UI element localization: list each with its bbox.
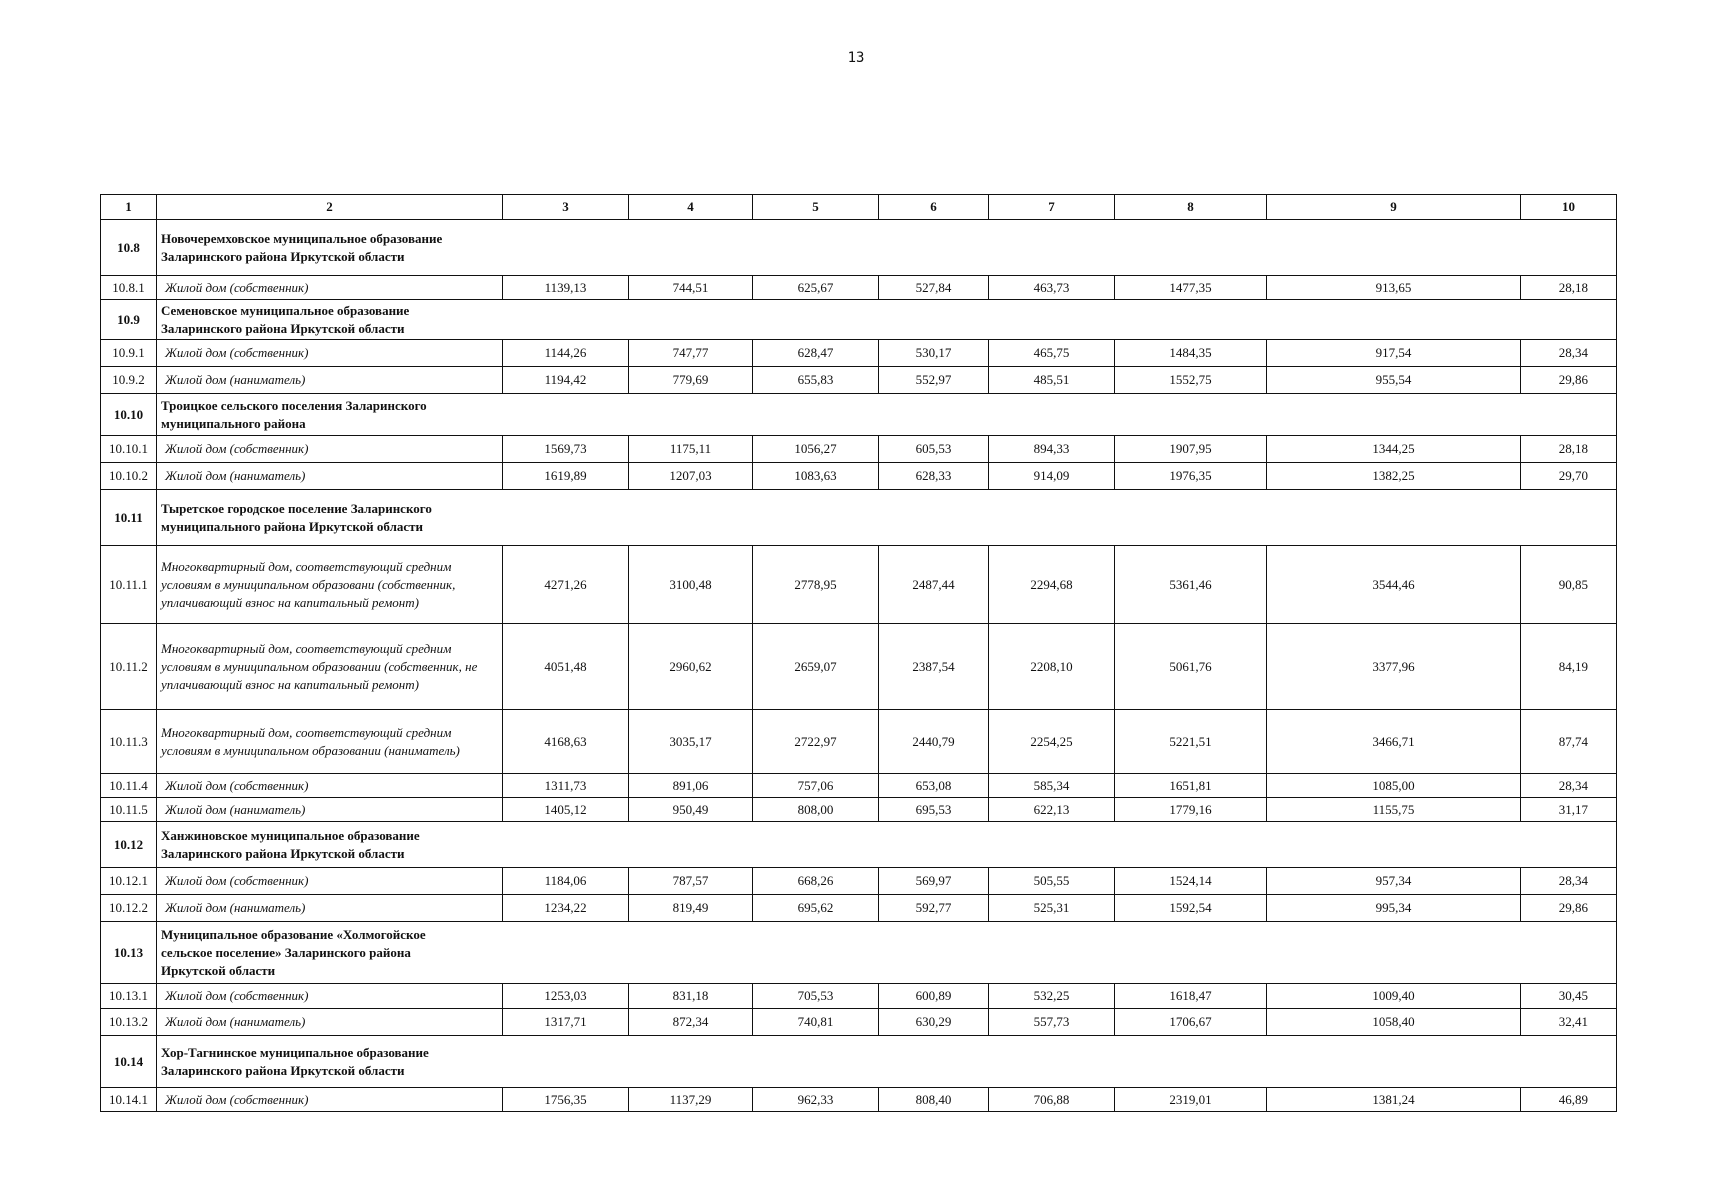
value-cell: 2960,62 <box>629 624 753 710</box>
row-name: Жилой дом (наниматель) <box>157 798 503 822</box>
value-cell: 532,25 <box>989 984 1115 1009</box>
value-cell: 3544,46 <box>1267 546 1521 624</box>
table-row <box>101 868 1617 895</box>
section-row <box>101 1036 1617 1088</box>
value-cell: 1651,81 <box>1115 774 1267 798</box>
value-cell: 2440,79 <box>879 710 989 774</box>
row-code: 10.11.1 <box>101 546 157 624</box>
value-cell: 2254,25 <box>989 710 1115 774</box>
table-row <box>101 546 1617 624</box>
value-cell: 808,00 <box>753 798 879 822</box>
value-cell: 779,69 <box>629 367 753 394</box>
value-cell: 787,57 <box>629 868 753 895</box>
row-code: 10.8.1 <box>101 276 157 300</box>
value-cell: 2659,07 <box>753 624 879 710</box>
section-code: 10.8 <box>101 220 157 276</box>
value-cell: 1139,13 <box>503 276 629 300</box>
value-cell: 552,97 <box>879 367 989 394</box>
section-title: Тыретское городское поселение Заларинского муниципального района Иркутской области <box>157 490 1617 546</box>
column-header: 1 <box>101 195 157 220</box>
value-cell: 808,40 <box>879 1088 989 1112</box>
row-code: 10.14.1 <box>101 1088 157 1112</box>
value-cell: 740,81 <box>753 1009 879 1036</box>
section-row <box>101 300 1617 340</box>
value-cell: 1344,25 <box>1267 436 1521 463</box>
value-cell: 1381,24 <box>1267 1088 1521 1112</box>
value-cell: 465,75 <box>989 340 1115 367</box>
section-title: Новочеремховское муниципальное образование Заларинского района Иркутской области <box>157 220 1617 276</box>
value-cell: 28,34 <box>1521 774 1617 798</box>
page-number: 13 <box>847 50 865 66</box>
value-cell: 4168,63 <box>503 710 629 774</box>
value-cell: 3035,17 <box>629 710 753 774</box>
table-row <box>101 984 1617 1009</box>
row-name: Жилой дом (наниматель) <box>157 463 503 490</box>
value-cell: 2778,95 <box>753 546 879 624</box>
row-code: 10.11.2 <box>101 624 157 710</box>
row-name: Жилой дом (собственник) <box>157 340 503 367</box>
value-cell: 995,34 <box>1267 895 1521 922</box>
row-name: Жилой дом (собственник) <box>157 436 503 463</box>
value-cell: 90,85 <box>1521 546 1617 624</box>
value-cell: 655,83 <box>753 367 879 394</box>
value-cell: 872,34 <box>629 1009 753 1036</box>
value-cell: 3377,96 <box>1267 624 1521 710</box>
table-row <box>101 463 1617 490</box>
column-header: 3 <box>503 195 629 220</box>
row-code: 10.12.1 <box>101 868 157 895</box>
value-cell: 28,34 <box>1521 868 1617 895</box>
value-cell: 1234,22 <box>503 895 629 922</box>
value-cell: 1175,11 <box>629 436 753 463</box>
value-cell: 505,55 <box>989 868 1115 895</box>
value-cell: 1779,16 <box>1115 798 1267 822</box>
value-cell: 28,34 <box>1521 340 1617 367</box>
section-row <box>101 822 1617 868</box>
value-cell: 1144,26 <box>503 340 629 367</box>
section-row <box>101 490 1617 546</box>
row-code: 10.13.2 <box>101 1009 157 1036</box>
value-cell: 1253,03 <box>503 984 629 1009</box>
value-cell: 668,26 <box>753 868 879 895</box>
header-row <box>101 195 1617 220</box>
row-name: Многоквартирный дом, соответствующий средним условиям в муниципальном образовании (наниматель) <box>157 710 503 774</box>
section-code: 10.9 <box>101 300 157 340</box>
value-cell: 706,88 <box>989 1088 1115 1112</box>
value-cell: 1317,71 <box>503 1009 629 1036</box>
section-code: 10.10 <box>101 394 157 436</box>
value-cell: 1484,35 <box>1115 340 1267 367</box>
tariff-table <box>100 194 1617 1112</box>
value-cell: 485,51 <box>989 367 1115 394</box>
value-cell: 894,33 <box>989 436 1115 463</box>
section-title: Хор-Тагнинское муниципальное образование Заларинского района Иркутской области <box>157 1036 1617 1088</box>
value-cell: 913,65 <box>1267 276 1521 300</box>
value-cell: 950,49 <box>629 798 753 822</box>
value-cell: 628,33 <box>879 463 989 490</box>
row-code: 10.10.1 <box>101 436 157 463</box>
section-title: Троицкое сельского поселения Заларинского муниципального района <box>157 394 1617 436</box>
value-cell: 957,34 <box>1267 868 1521 895</box>
value-cell: 4271,26 <box>503 546 629 624</box>
value-cell: 87,74 <box>1521 710 1617 774</box>
table-row <box>101 798 1617 822</box>
row-code: 10.10.2 <box>101 463 157 490</box>
value-cell: 1756,35 <box>503 1088 629 1112</box>
value-cell: 2208,10 <box>989 624 1115 710</box>
row-name: Многоквартирный дом, соответствующий средним условиям в муниципальном образовани (собственник, уплачивающий взнос на капитальный ремонт) <box>157 546 503 624</box>
value-cell: 1184,06 <box>503 868 629 895</box>
section-row <box>101 220 1617 276</box>
value-cell: 29,70 <box>1521 463 1617 490</box>
value-cell: 2487,44 <box>879 546 989 624</box>
value-cell: 819,49 <box>629 895 753 922</box>
value-cell: 585,34 <box>989 774 1115 798</box>
value-cell: 31,17 <box>1521 798 1617 822</box>
value-cell: 744,51 <box>629 276 753 300</box>
row-name: Жилой дом (наниматель) <box>157 1009 503 1036</box>
row-name: Жилой дом (собственник) <box>157 276 503 300</box>
value-cell: 891,06 <box>629 774 753 798</box>
row-name: Жилой дом (собственник) <box>157 1088 503 1112</box>
value-cell: 1405,12 <box>503 798 629 822</box>
section-title: Муниципальное образование «Холмогойское сельское поселение» Заларинского района Иркутской области <box>157 922 1617 984</box>
value-cell: 32,41 <box>1521 1009 1617 1036</box>
section-code: 10.12 <box>101 822 157 868</box>
column-header: 10 <box>1521 195 1617 220</box>
value-cell: 1058,40 <box>1267 1009 1521 1036</box>
column-header: 6 <box>879 195 989 220</box>
value-cell: 1569,73 <box>503 436 629 463</box>
value-cell: 628,47 <box>753 340 879 367</box>
value-cell: 747,77 <box>629 340 753 367</box>
row-name: Жилой дом (наниматель) <box>157 895 503 922</box>
value-cell: 463,73 <box>989 276 1115 300</box>
table-row <box>101 340 1617 367</box>
value-cell: 1619,89 <box>503 463 629 490</box>
column-header: 9 <box>1267 195 1521 220</box>
table-row <box>101 710 1617 774</box>
value-cell: 1207,03 <box>629 463 753 490</box>
value-cell: 695,62 <box>753 895 879 922</box>
section-code: 10.11 <box>101 490 157 546</box>
value-cell: 705,53 <box>753 984 879 1009</box>
value-cell: 1976,35 <box>1115 463 1267 490</box>
value-cell: 5061,76 <box>1115 624 1267 710</box>
table-row <box>101 774 1617 798</box>
section-row <box>101 922 1617 984</box>
value-cell: 525,31 <box>989 895 1115 922</box>
value-cell: 1311,73 <box>503 774 629 798</box>
value-cell: 695,53 <box>879 798 989 822</box>
value-cell: 592,77 <box>879 895 989 922</box>
value-cell: 605,53 <box>879 436 989 463</box>
section-row <box>101 394 1617 436</box>
table-row <box>101 1088 1617 1112</box>
row-code: 10.13.1 <box>101 984 157 1009</box>
value-cell: 1194,42 <box>503 367 629 394</box>
value-cell: 1382,25 <box>1267 463 1521 490</box>
row-code: 10.11.5 <box>101 798 157 822</box>
table-row <box>101 624 1617 710</box>
table-row <box>101 1009 1617 1036</box>
section-code: 10.13 <box>101 922 157 984</box>
row-code: 10.9.1 <box>101 340 157 367</box>
value-cell: 1592,54 <box>1115 895 1267 922</box>
value-cell: 2319,01 <box>1115 1088 1267 1112</box>
table-row <box>101 367 1617 394</box>
value-cell: 5361,46 <box>1115 546 1267 624</box>
column-header: 2 <box>157 195 503 220</box>
value-cell: 1706,67 <box>1115 1009 1267 1036</box>
column-header: 8 <box>1115 195 1267 220</box>
column-header: 5 <box>753 195 879 220</box>
value-cell: 625,67 <box>753 276 879 300</box>
value-cell: 4051,48 <box>503 624 629 710</box>
value-cell: 1009,40 <box>1267 984 1521 1009</box>
table-row <box>101 436 1617 463</box>
table-row <box>101 276 1617 300</box>
section-title: Семеновское муниципальное образование Заларинского района Иркутской области <box>157 300 1617 340</box>
value-cell: 1155,75 <box>1267 798 1521 822</box>
value-cell: 30,45 <box>1521 984 1617 1009</box>
value-cell: 29,86 <box>1521 895 1617 922</box>
value-cell: 600,89 <box>879 984 989 1009</box>
section-title: Ханжиновское муниципальное образование Заларинского района Иркутской области <box>157 822 1617 868</box>
value-cell: 2294,68 <box>989 546 1115 624</box>
value-cell: 29,86 <box>1521 367 1617 394</box>
value-cell: 28,18 <box>1521 436 1617 463</box>
value-cell: 3100,48 <box>629 546 753 624</box>
value-cell: 653,08 <box>879 774 989 798</box>
row-code: 10.11.3 <box>101 710 157 774</box>
value-cell: 955,54 <box>1267 367 1521 394</box>
row-name: Жилой дом (собственник) <box>157 868 503 895</box>
value-cell: 630,29 <box>879 1009 989 1036</box>
row-name: Жилой дом (собственник) <box>157 984 503 1009</box>
value-cell: 46,89 <box>1521 1088 1617 1112</box>
value-cell: 557,73 <box>989 1009 1115 1036</box>
row-name: Жилой дом (собственник) <box>157 774 503 798</box>
value-cell: 2387,54 <box>879 624 989 710</box>
value-cell: 1552,75 <box>1115 367 1267 394</box>
value-cell: 1524,14 <box>1115 868 1267 895</box>
value-cell: 5221,51 <box>1115 710 1267 774</box>
column-header: 7 <box>989 195 1115 220</box>
value-cell: 962,33 <box>753 1088 879 1112</box>
table-row <box>101 895 1617 922</box>
value-cell: 1137,29 <box>629 1088 753 1112</box>
value-cell: 1056,27 <box>753 436 879 463</box>
section-code: 10.14 <box>101 1036 157 1088</box>
value-cell: 1085,00 <box>1267 774 1521 798</box>
value-cell: 28,18 <box>1521 276 1617 300</box>
value-cell: 569,97 <box>879 868 989 895</box>
value-cell: 3466,71 <box>1267 710 1521 774</box>
value-cell: 1083,63 <box>753 463 879 490</box>
value-cell: 2722,97 <box>753 710 879 774</box>
value-cell: 622,13 <box>989 798 1115 822</box>
value-cell: 917,54 <box>1267 340 1521 367</box>
row-name: Жилой дом (наниматель) <box>157 367 503 394</box>
table-body <box>101 195 1617 1112</box>
row-code: 10.12.2 <box>101 895 157 922</box>
row-code: 10.11.4 <box>101 774 157 798</box>
value-cell: 914,09 <box>989 463 1115 490</box>
column-header: 4 <box>629 195 753 220</box>
value-cell: 84,19 <box>1521 624 1617 710</box>
value-cell: 757,06 <box>753 774 879 798</box>
value-cell: 530,17 <box>879 340 989 367</box>
value-cell: 831,18 <box>629 984 753 1009</box>
row-code: 10.9.2 <box>101 367 157 394</box>
value-cell: 1907,95 <box>1115 436 1267 463</box>
value-cell: 527,84 <box>879 276 989 300</box>
row-name: Многоквартирный дом, соответствующий средним условиям в муниципальном образовании (собственник, не уплачивающий взнос на капитальный ремонт) <box>157 624 503 710</box>
value-cell: 1477,35 <box>1115 276 1267 300</box>
value-cell: 1618,47 <box>1115 984 1267 1009</box>
